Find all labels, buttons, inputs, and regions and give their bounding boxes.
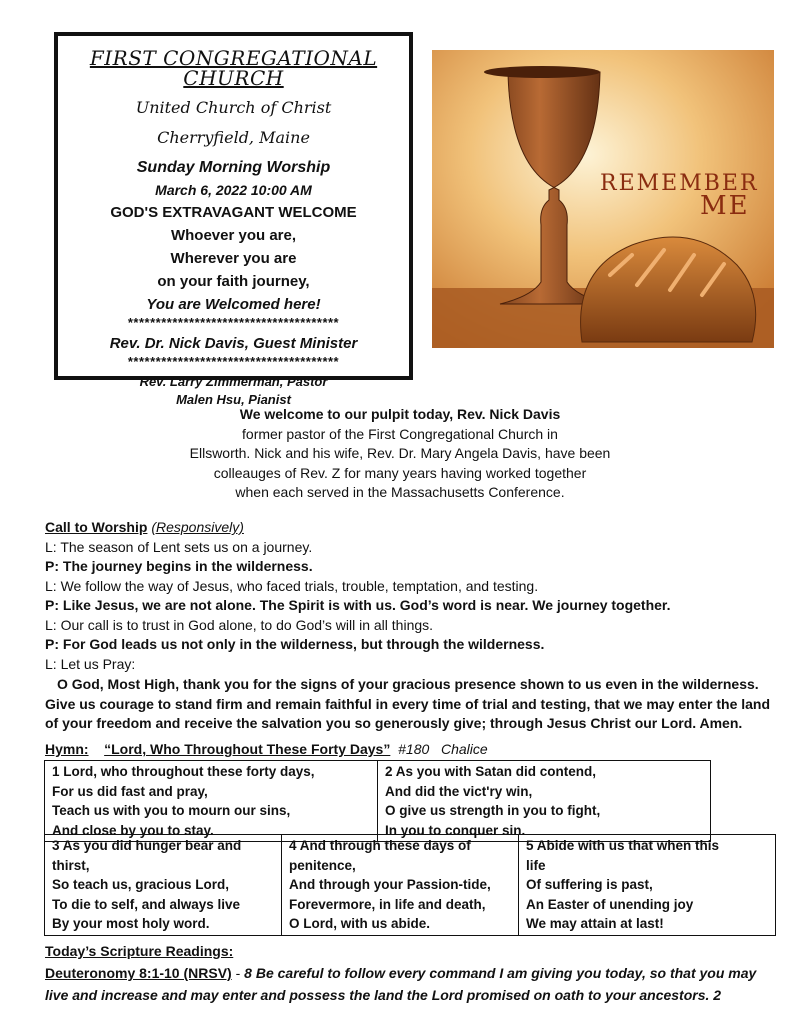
service-theme: GOD'S EXTRAVAGANT WELCOME (110, 204, 357, 221)
call-note: (Responsively) (151, 519, 244, 535)
reading-text: 8 Be careful to follow every command I am giving you today, so that you may (244, 965, 757, 981)
hymnal-name: Chalice (440, 741, 488, 757)
call-line: L: We follow the way of Jesus, who faced trials, trouble, temptation, and testing. (45, 577, 539, 594)
caption-remember: REMEMBER (600, 171, 759, 196)
hymn-verses-table-2 (44, 834, 776, 936)
hymn-verse-2: 2 As you with Satan did contend, And did the vict'ry win, O give us strength in you to fight, In you to conquer sin. (378, 761, 711, 842)
star-divider: ************************************** (127, 355, 340, 368)
call-line: L: Our call is to trust in God alone, to do God’s will in all things. (45, 616, 434, 633)
reading-reference: Deuteronomy 8:1-10 (NRSV) (45, 965, 232, 981)
welcome-line: Ellsworth. Nick and his wife, Rev. Dr. Mary Angela Davis, have been (189, 445, 611, 461)
hymn-heading (45, 741, 488, 757)
readings-title: Today’s Scripture Readings: (45, 943, 234, 959)
church-name: FIRST CONGREGATIONAL CHURCH (89, 46, 378, 90)
reading-dash: - (231, 965, 245, 981)
scripture-readings (45, 940, 775, 1006)
denomination: United Church of Christ (135, 98, 332, 117)
call-line: L: Let us Pray: (45, 655, 136, 672)
opening-prayer: O God, Most High, thank you for the signs of your gracious presence shown to us even in the wilderness. Give us courage to stand firm and remain faithful in every time of trial and testing, that we may enter the land of your freedom and receive the salvation you so generously give; through Jesus Christ our Lord. Amen. (45, 676, 771, 731)
remember-me-image (432, 50, 774, 348)
hymn-verse-1: 1 Lord, who throughout these forty days, For us did fast and pray, Teach us with you to mourn our sins, And close by you to stay. (45, 761, 378, 842)
chalice-bread-illustration (432, 50, 774, 348)
call-line: P: The journey begins in the wilderness. (45, 558, 313, 574)
guest-minister: Rev. Dr. Nick Davis, Guest Minister (109, 335, 358, 352)
hymn-verse-4: 4 And through these days of penitence, And through your Passion-tide, Forevermore, in life and death, O Lord, with us abide. (282, 835, 519, 936)
hymn-number: #180 (398, 741, 430, 757)
call-line: L: The season of Lent sets us on a journey. (45, 538, 313, 555)
service-name: Sunday Morning Worship (136, 159, 331, 176)
caption-me: ME (700, 191, 750, 221)
welcome-line: former pastor of the First Congregational Church in (242, 425, 558, 442)
call-to-worship (45, 518, 775, 734)
welcome-line: colleauges of Rev. Z for many years having worked together (213, 464, 587, 481)
call-title: Call to Worship (45, 519, 148, 535)
call-line: P: For God leads us not only in the wilderness, but through the wilderness. (45, 636, 545, 652)
service-datetime: March 6, 2022 10:00 AM (155, 182, 312, 198)
welcome-line-3: on your faith journey, (157, 273, 310, 290)
welcome-line-2: Wherever you are (170, 250, 297, 267)
hymn-verses-table-1 (44, 760, 711, 842)
welcome-lead: We welcome to our pulpit today, Rev. Nick Davis (239, 406, 561, 422)
location: Cherryfield, Maine (157, 128, 310, 147)
hymn-label: Hymn: (45, 741, 89, 757)
pianist: Malen Hsu, Pianist (176, 392, 291, 407)
welcome-line-4: You are Welcomed here! (146, 296, 321, 313)
call-line: P: Like Jesus, we are not alone. The Spirit is with us. God’s word is near. We journey together. (45, 597, 671, 613)
bulletin-header-box (54, 32, 413, 407)
hymn-verse-3: 3 As you did hunger bear and thirst, So teach us, gracious Lord, To die to self, and always live By your most holy word. (45, 835, 282, 936)
hymn-title: “Lord, Who Throughout These Forty Days” (104, 741, 391, 757)
hymn-verse-5: 5 Abide with us that when this life Of suffering is past, An Easter of unending joy We may attain at last! (519, 835, 776, 936)
welcome-line: when each served in the Massachusetts Conference. (235, 484, 565, 500)
welcome-line-1: Whoever you are, (170, 227, 297, 244)
star-divider: ************************************** (127, 316, 340, 329)
welcome-paragraph (60, 405, 740, 503)
reading-text-continued: live and increase and may enter and possess the land the Lord promised on oath to your ancestors. 2 (45, 987, 722, 1003)
pastor: Rev. Larry Zimmerman, Pastor (139, 374, 328, 389)
